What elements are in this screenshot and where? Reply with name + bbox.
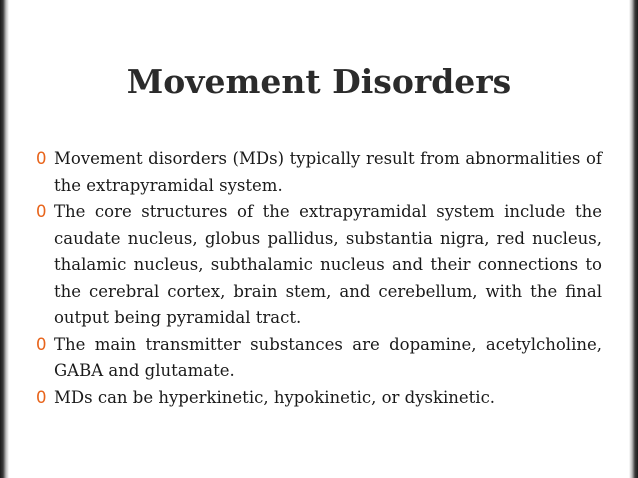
bullet-text: The core structures of the extrapyramidal system include the caudate nucleus, globus pallidus, substantia nigra, red nucleus, thalamic nucleus, subthalamic nucleus and their connections to the cerebral cortex, brain stem, and cerebellum, with the final output being pyramidal tract. (54, 202, 602, 327)
bullet-item (36, 385, 602, 412)
bullet-marker-icon: 0 (36, 202, 47, 221)
bullet-text: Movement disorders (MDs) typically result from abnormalities of the extrapyramidal system. (54, 149, 602, 195)
bullet-marker-icon: 0 (36, 387, 47, 407)
bullet-item (36, 332, 602, 385)
bullet-item (36, 199, 602, 332)
bullet-marker-icon: 0 (36, 149, 47, 168)
slide-title: Movement Disorders (126, 62, 512, 101)
bullet-text: MDs can be hyperkinetic, hypokinetic, or dyskinetic. (54, 387, 496, 407)
bullet-text: The main transmitter substances are dopamine, acetylcholine, GABA and glutamate. (54, 334, 602, 380)
bullet-marker-icon: 0 (36, 334, 47, 354)
bullet-list (36, 146, 602, 411)
bullet-item (36, 146, 602, 199)
